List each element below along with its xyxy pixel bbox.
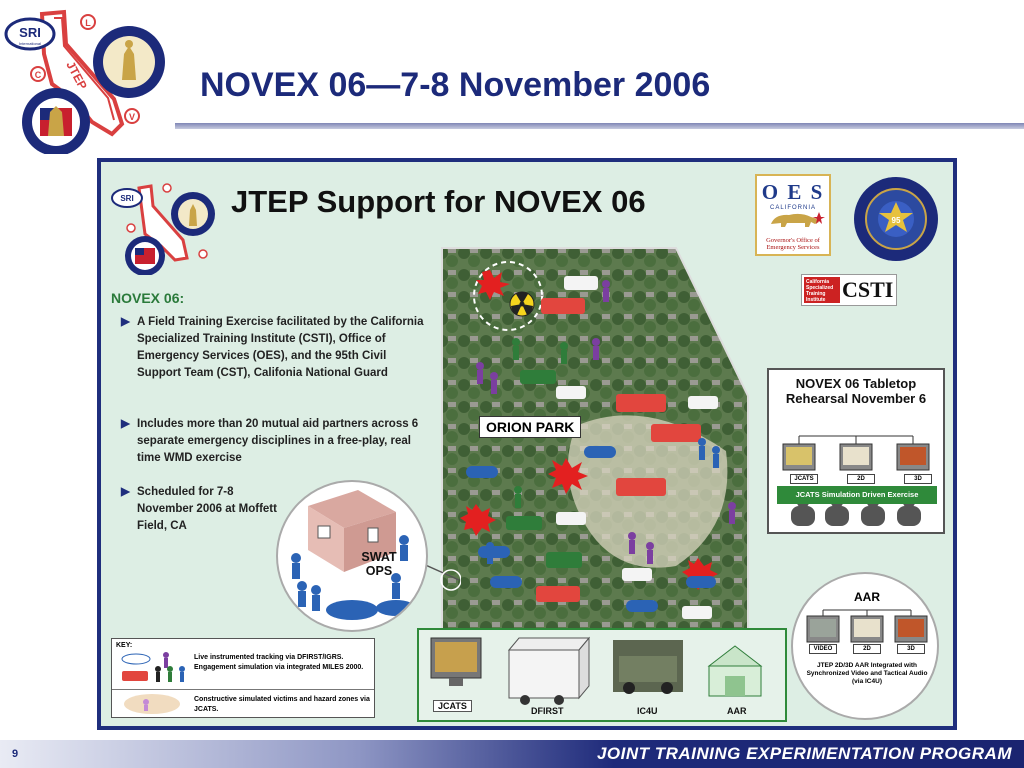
aerial-map (436, 246, 756, 646)
csti-small-text: California Specialized Training Institute (804, 277, 840, 303)
equipment-label: DFIRST (531, 706, 564, 716)
tabletop-monitor-label: 3D (904, 474, 932, 484)
orion-park-label: ORION PARK (479, 416, 581, 438)
map-key (111, 638, 375, 718)
oes-state: CALIFORNIA (769, 205, 816, 211)
equipment-label: AAR (727, 706, 747, 716)
key-hazard-zone-icon (122, 693, 182, 715)
bullet-item (121, 314, 431, 382)
equipment-strip (417, 628, 787, 722)
slide-title: NOVEX 06—7-8 November 2006 (200, 66, 711, 104)
key-live-icons (118, 649, 190, 683)
tabletop-monitor-label: JCATS (790, 474, 818, 484)
bullet-text: Includes more than 20 mutual aid partners across 6 separate emergency disciplines in a free-play, real time WMD exercise (137, 418, 419, 464)
svg-text:95: 95 (891, 216, 901, 225)
oes-letters: O E S (761, 180, 825, 204)
csti-letters: CSTI (842, 277, 894, 302)
aar-monitor-label: 3D (897, 644, 925, 654)
bullet-arrow-icon: ▶ (121, 418, 130, 430)
state-letter-v: V (128, 112, 136, 122)
jtep-logo-text: JTEP (63, 58, 90, 92)
aar-monitors-illustration (793, 608, 941, 648)
aar-caption: JTEP 2D/3D AAR Integrated with Synchronized Video and Tactical Audio (via IC4U) (806, 662, 928, 685)
sri-logo-text: SRI (19, 25, 41, 40)
aar-circle (791, 572, 939, 720)
tabletop-title: NOVEX 06 Tabletop Rehearsal November 6 (785, 376, 927, 406)
novex-heading: NOVEX 06: (111, 290, 185, 306)
aar-monitor-label: VIDEO (809, 644, 837, 654)
key-divider (112, 689, 374, 690)
army-national-guard-seal (93, 26, 165, 98)
page-number: 9 (12, 748, 19, 760)
bullet-text: Scheduled for 7-8 November 2006 at Moffett Field, CA (137, 486, 277, 532)
key-row-constructive: Constructive simulated victims and hazard zones via JCATS. (194, 696, 370, 713)
key-title: KEY: (116, 642, 133, 649)
state-letter-l: L (85, 18, 91, 28)
equipment-label: JCATS (433, 700, 472, 712)
aar-title: AAR (854, 590, 880, 604)
bullet-text: A Field Training Exercise facilitated by the California Specialized Training Institute (CSTI), Office of Emergency Services (OES), and the 95th Civil Support Team (CST), Califonia National Guard (137, 316, 424, 379)
equipment-label: IC4U (637, 706, 658, 716)
key-row-live: Live instrumented tracking via DFIRST/IGRS. Engagement simulation via integrated MILES 2000. (194, 654, 364, 671)
bear-icon (765, 208, 825, 230)
aar-monitor-label: 2D (853, 644, 881, 654)
svg-text:SRI: SRI (120, 194, 134, 203)
poster-logo-cluster (111, 180, 221, 275)
tabletop-rehearsal-panel (767, 368, 945, 534)
sri-logo-sub: International (18, 41, 42, 46)
tabletop-band: JCATS Simulation Driven Exercise (777, 486, 937, 504)
csti-badge (801, 274, 897, 306)
novex-poster (97, 158, 957, 730)
state-letter-c: C (34, 70, 42, 80)
program-name: JOINT TRAINING EXPERIMENTATION PROGRAM (596, 744, 1012, 763)
swat-ops-label: SWAT OPS (361, 550, 397, 578)
oes-badge (755, 174, 831, 256)
bullet-item (121, 416, 431, 467)
california-national-guard-seal (22, 88, 90, 154)
footer-bar (0, 740, 1024, 768)
title-divider (175, 123, 1024, 129)
civil-support-team-seal (853, 176, 939, 262)
radiation-hazard-icon (510, 292, 534, 316)
oes-caption: Governor's Office of Emergency Services (766, 237, 820, 251)
bullet-arrow-icon: ▶ (121, 486, 130, 498)
bullet-arrow-icon: ▶ (121, 316, 130, 328)
jtep-logo-cluster (4, 4, 174, 154)
poster-title: JTEP Support for NOVEX 06 (231, 184, 646, 219)
tabletop-monitor-label: 2D (847, 474, 875, 484)
